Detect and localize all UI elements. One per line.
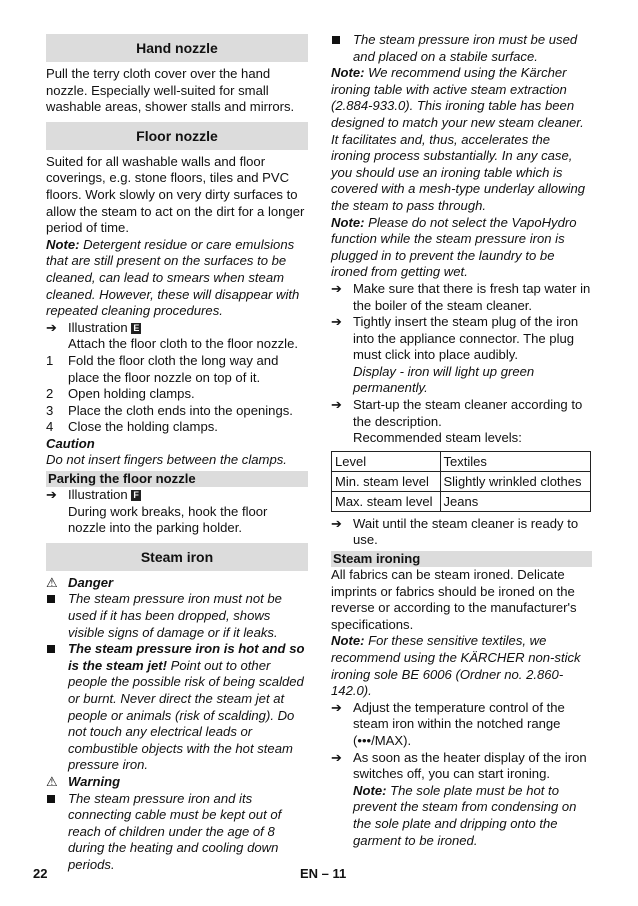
note-ironing-table xyxy=(331,65,592,214)
step-text: Fold the floor cloth the long way and place the floor nozzle on top of it. xyxy=(68,352,279,385)
arrow-right-icon: ➔ xyxy=(331,515,342,531)
note-ironing-sole xyxy=(331,633,592,699)
list-item xyxy=(46,641,308,774)
danger-item-bold: The steam pressure iron is hot and so is the steam jet! xyxy=(68,641,305,673)
list-item xyxy=(46,386,308,403)
list-item xyxy=(46,419,308,436)
table-cell: Level xyxy=(332,451,441,471)
note-label: Note: xyxy=(353,782,387,798)
danger-item: The steam pressure iron must not be used if it has been dropped, shows visible signs of damage or if it leaks. xyxy=(68,591,282,640)
section-heading-hand-nozzle: Hand nozzle xyxy=(46,34,308,62)
recommended-levels-label: Recommended steam levels: xyxy=(353,430,522,446)
arrow-right-icon: ➔ xyxy=(331,397,342,413)
square-bullet-icon xyxy=(47,795,55,803)
step-number: 2 xyxy=(46,386,54,402)
arrow-right-icon: ➔ xyxy=(46,487,57,503)
square-bullet-icon xyxy=(47,645,55,653)
step-text: Start-up the steam cleaner according to the description. xyxy=(353,397,583,429)
step-text: Close the holding clamps. xyxy=(68,419,218,435)
arrow-right-icon: ➔ xyxy=(331,280,342,296)
step-text: Wait until the steam cleaner is ready to use. xyxy=(353,515,579,548)
steam-level-table xyxy=(331,451,591,512)
table-cell: Min. steam level xyxy=(332,471,441,491)
note-label: Note: xyxy=(46,236,80,252)
note-text: We recommend using the Kärcher ironing table with active steam extraction (2.884-933.0). This ironing table has been designed to match your new steam cleaner. It facilitates and, thus, accelerates the ironing process substantially. In any case, you should use an ironing table which is covered with a mesh-type underlay allowing the steam to pass through. xyxy=(331,65,586,213)
illustration-f-ref xyxy=(46,487,308,504)
floor-nozzle-note xyxy=(46,237,308,320)
list-item xyxy=(331,314,592,364)
table-row xyxy=(332,491,591,511)
step-text: Tightly insert the steam plug of the iron into the appliance connector. The plug must click into place audibly. xyxy=(353,314,579,363)
list-item xyxy=(331,516,592,549)
warning-triangle-icon: ⚠ xyxy=(46,773,58,789)
list-item xyxy=(331,397,592,430)
section-heading-steam-ironing: Steam ironing xyxy=(331,551,592,567)
caution-text: Do not insert fingers between the clamps. xyxy=(46,452,287,468)
warning-item: The steam pressure iron and its connecting cable must be kept out of reach of children under the age of 8 during the heating and cooling down periods. xyxy=(68,790,282,872)
stable-surface-item: The steam pressure iron must be used and placed on a stabile surface. xyxy=(353,32,578,64)
note-text: The sole plate must be hot to prevent the steam from condensing on the sole plate and dripping onto the garment to be ironed. xyxy=(353,782,577,848)
step-text: Make sure that there is fresh tap water in the boiler of the steam cleaner. xyxy=(353,280,591,313)
warning-heading xyxy=(46,774,308,791)
step-text: Adjust the temperature control of the steam iron within the notched range (•••/MAX). xyxy=(353,699,565,748)
list-item xyxy=(331,32,592,65)
step-text: Open holding clamps. xyxy=(68,386,195,402)
list-item xyxy=(46,403,308,420)
danger-item-text: Point out to other people the possible risk of being scalded or burnt. Never direct the steam jet at people or animals (risk of scalding). Do not touch any electrical leads or combustible objects with the hot steam pressure iron. xyxy=(68,657,304,773)
hand-nozzle-text: Pull the terry cloth cover over the hand nozzle. Especially well-suited for small washable areas, shower stalls and mirrors. xyxy=(46,66,295,115)
square-bullet-icon xyxy=(332,36,340,44)
table-row xyxy=(332,471,591,491)
section-heading-steam-iron: Steam iron xyxy=(46,543,308,571)
list-item xyxy=(331,700,592,750)
table-row xyxy=(332,451,591,471)
step-text: Place the cloth ends into the openings. xyxy=(68,402,293,418)
illustration-f-badge: F xyxy=(133,490,139,501)
square-bullet-icon xyxy=(47,595,55,603)
footer-page-label: EN – 11 xyxy=(300,866,347,881)
step-number: 3 xyxy=(46,402,54,418)
warning-label: Warning xyxy=(68,773,121,789)
note-text: Detergent residue or care emulsions that are still present on the surfaces to be cleaned, can lead to smears when steam cleaned. However, these will disappear with repeated cleaning procedures. xyxy=(46,236,300,319)
danger-label: Danger xyxy=(68,574,114,590)
list-item xyxy=(46,591,308,641)
table-cell: Slightly wrinkled clothes xyxy=(440,471,591,491)
parking-text: During work breaks, hook the floor nozzle into the parking holder. xyxy=(68,503,268,536)
list-item xyxy=(46,791,308,874)
list-item xyxy=(46,353,308,386)
illustration-e-ref xyxy=(46,320,308,337)
illustration-label: Illustration xyxy=(68,487,128,503)
illustration-e-badge: E xyxy=(133,322,140,333)
display-note: Display - iron will light up green permanently. xyxy=(353,363,535,396)
table-cell: Textiles xyxy=(440,451,591,471)
illustration-e-text: Attach the floor cloth to the floor nozzle. xyxy=(68,336,298,352)
floor-nozzle-text: Suited for all washable walls and floor coverings, e.g. stone floors, tiles and PVC floors. Work slowly on very dirty surfaces to allow the steam to act on the dirt for a longer period of time. xyxy=(46,153,305,236)
left-column xyxy=(46,32,308,874)
note-label: Note: xyxy=(331,65,365,81)
list-item xyxy=(331,750,592,783)
page-number: 22 xyxy=(33,866,48,881)
danger-heading xyxy=(46,575,308,592)
right-column xyxy=(331,32,592,849)
list-item xyxy=(331,281,592,314)
arrow-right-icon: ➔ xyxy=(331,749,342,765)
section-heading-floor-nozzle: Floor nozzle xyxy=(46,122,308,150)
note-vapohydro xyxy=(331,215,592,281)
step-number: 1 xyxy=(46,352,54,368)
section-heading-parking: Parking the floor nozzle xyxy=(46,471,308,487)
arrow-right-icon: ➔ xyxy=(331,314,342,330)
warning-triangle-icon: ⚠ xyxy=(46,574,58,590)
note-text: For these sensitive textiles, we recommend using the KÄRCHER non-stick ironing sole BE 6006 (Ordner no. 2.860-142.0). xyxy=(331,633,581,699)
note-label: Note: xyxy=(331,214,365,230)
table-cell: Max. steam level xyxy=(332,491,441,511)
arrow-right-icon: ➔ xyxy=(331,699,342,715)
step-number: 4 xyxy=(46,419,54,435)
step-text: As soon as the heater display of the iron switches off, you can start ironing. xyxy=(353,749,587,782)
note-label: Note: xyxy=(331,633,365,649)
steam-ironing-text: All fabrics can be steam ironed. Delicate imprints or fabrics should be ironed on the reverse or according to the manufacturer's specifications. xyxy=(331,567,577,632)
caution-label: Caution xyxy=(46,435,95,451)
note-text: Please do not select the VapoHydro function while the steam pressure iron is plugged in to prevent the laundry to be ironed from getting wet. xyxy=(331,214,577,280)
table-cell: Jeans xyxy=(440,491,591,511)
note-sole-plate xyxy=(331,783,592,849)
illustration-label: Illustration xyxy=(68,319,128,335)
arrow-right-icon: ➔ xyxy=(46,319,57,335)
